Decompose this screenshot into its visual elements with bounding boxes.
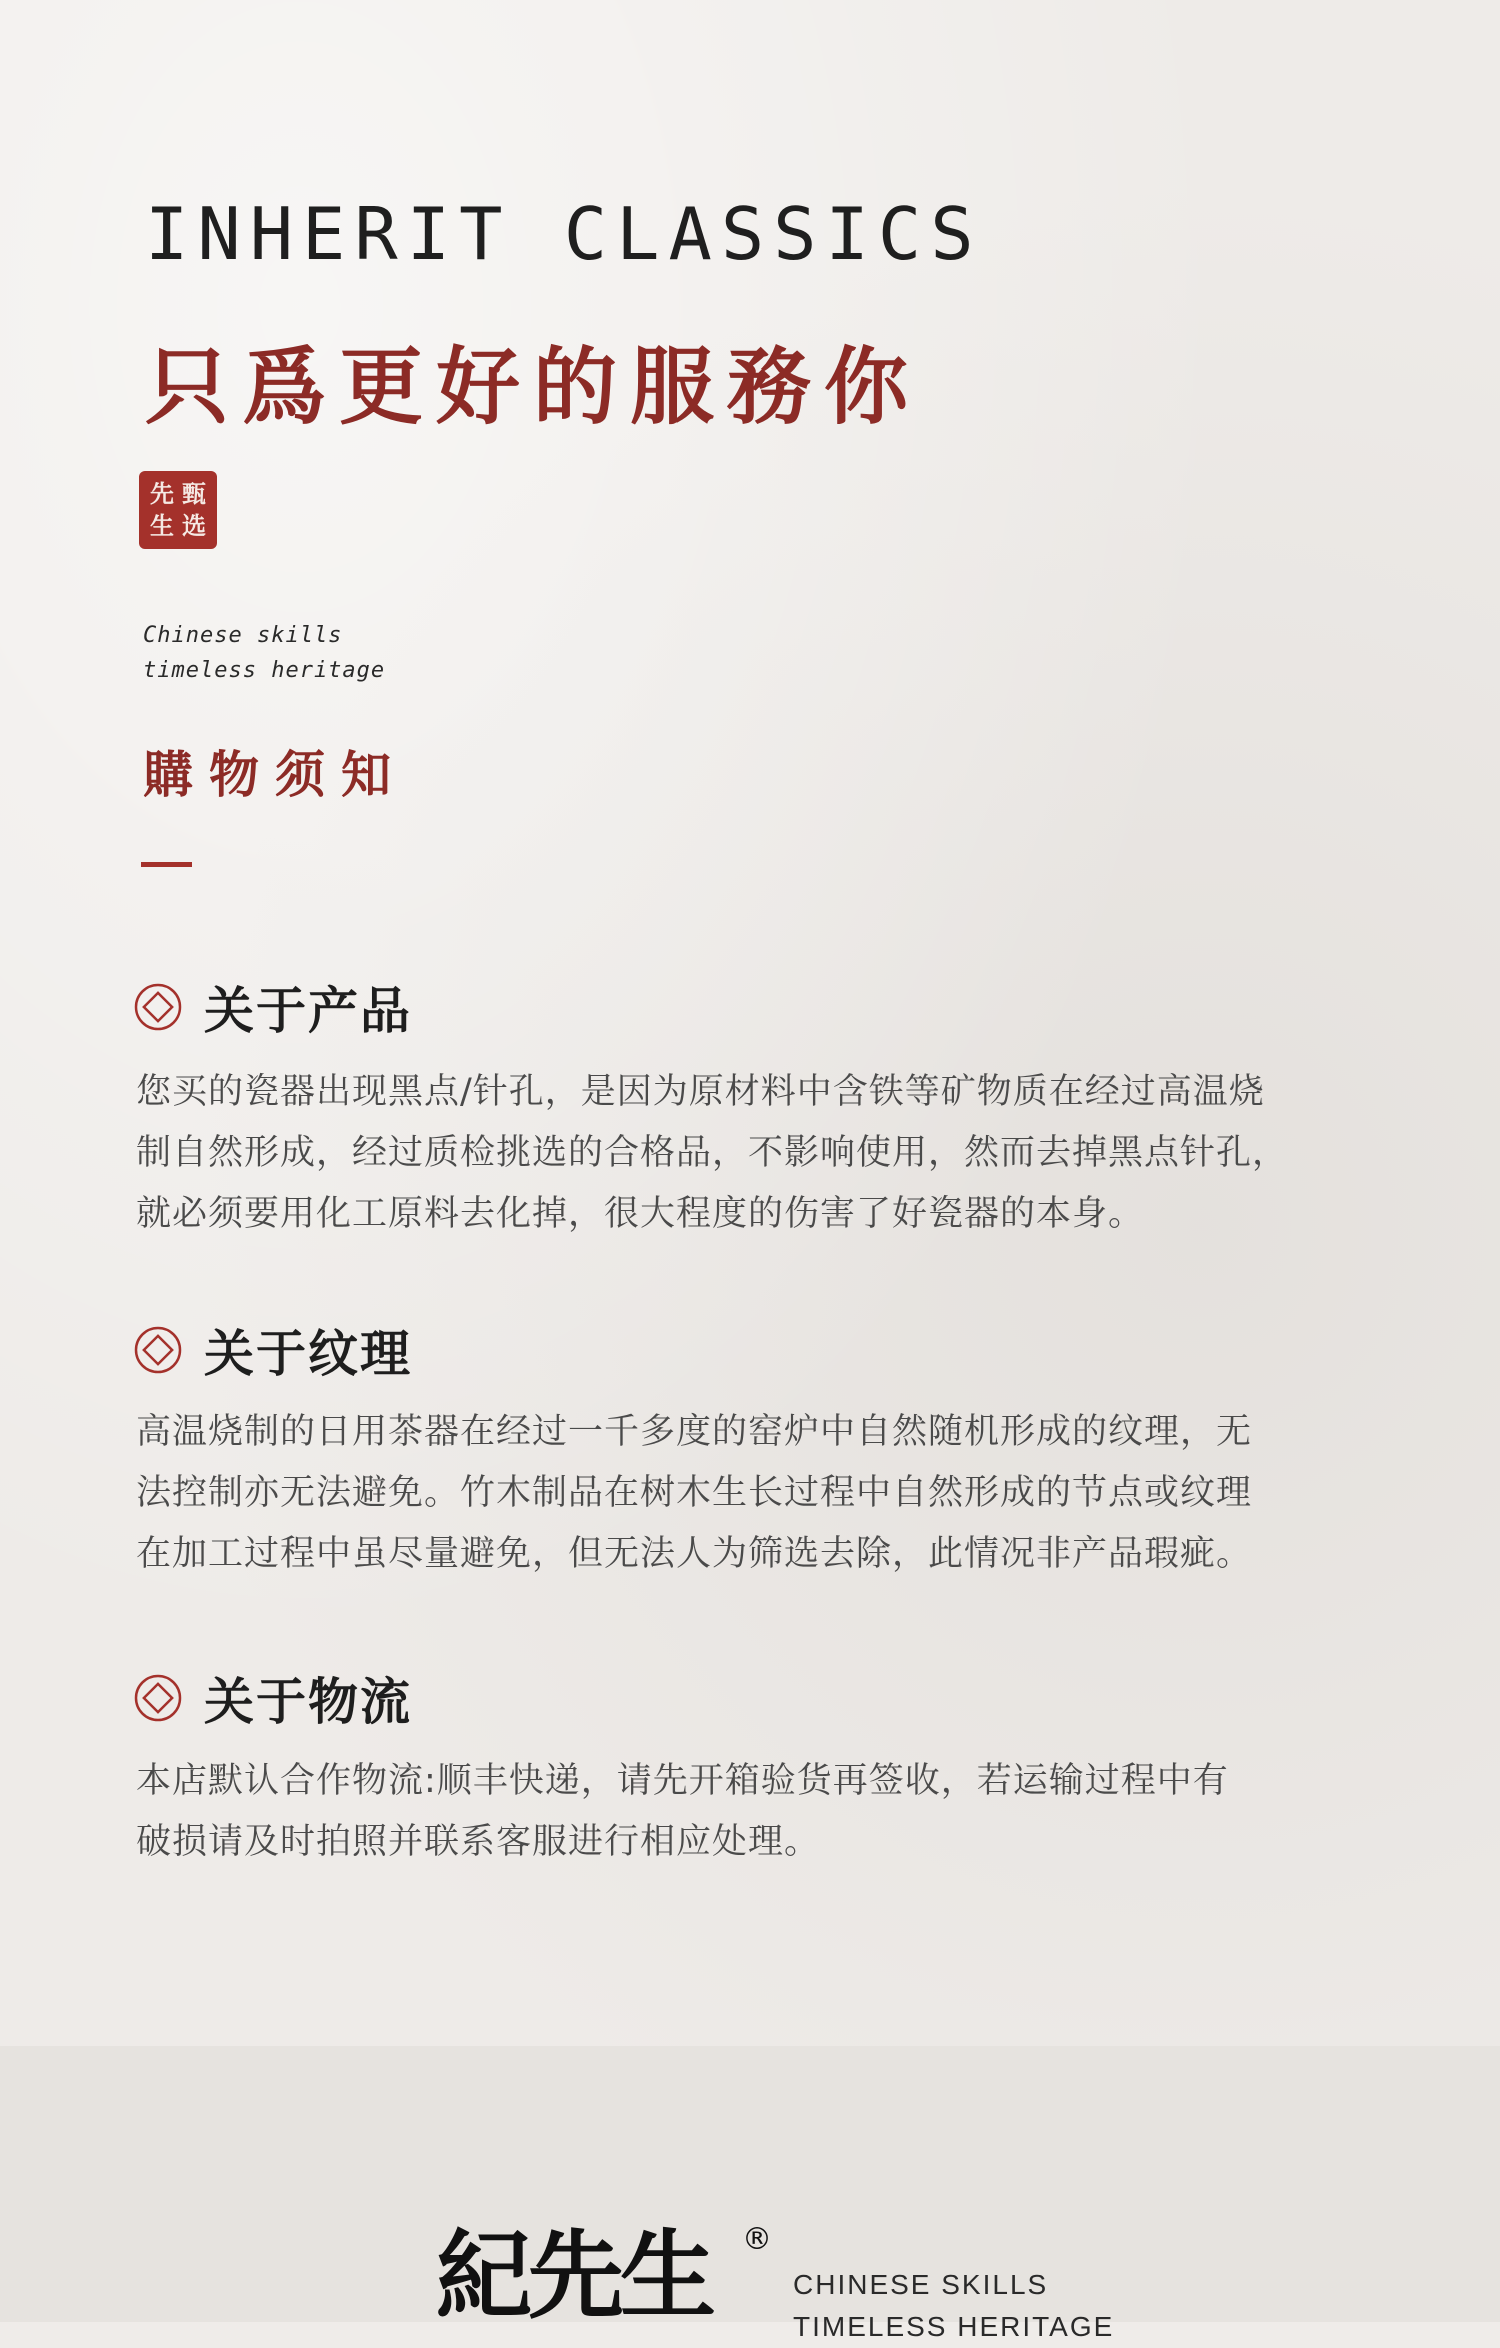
text-line: 法控制亦无法避免。竹木制品在树木生长过程中自然形成的节点或纹理	[136, 1473, 1253, 1513]
section-title: 关于产品	[204, 981, 412, 1040]
notice-title: 購物须知	[143, 745, 407, 804]
seal-char: 甄	[182, 479, 206, 508]
brand-tagline	[793, 2264, 1114, 2348]
section-title: 关于纹理	[204, 1324, 412, 1383]
text-line: 就必须要用化工原料去化掉，很大程度的伤害了好瓷器的本身。	[136, 1194, 1145, 1234]
brand-tagline-line: TIMELESS HERITAGE	[793, 2311, 1115, 2342]
text-line: 在加工过程中虽尽量避免，但无法人为筛选去除，此情况非产品瑕疵。	[136, 1534, 1253, 1574]
section-title: 关于物流	[204, 1672, 412, 1731]
diamond-icon	[134, 1674, 182, 1722]
section-header-texture	[134, 1314, 412, 1386]
title-divider	[141, 862, 192, 867]
text-line: 破损请及时拍照并联系客服进行相应处理。	[136, 1822, 821, 1862]
seal-char: 选	[182, 511, 206, 540]
brand-tagline-line: CHINESE SKILLS	[793, 2269, 1049, 2300]
tagline	[143, 618, 385, 688]
seal-char: 先	[150, 479, 174, 508]
diamond-icon	[134, 1326, 182, 1374]
tagline-line: timeless heritage	[143, 658, 386, 683]
diamond-icon	[134, 983, 182, 1031]
section-header-logistics	[134, 1662, 412, 1734]
english-title: INHERIT CLASSICS	[145, 192, 983, 276]
seal-char: 生	[150, 511, 174, 540]
text-line: 制自然形成，经过质检挑选的合格品，不影响使用，然而去掉黑点针孔，	[136, 1133, 1289, 1173]
section-text-logistics	[136, 1751, 1396, 1873]
section-text-product	[136, 1062, 1396, 1245]
chinese-title: 只爲更好的服務你	[145, 337, 922, 436]
section-text-texture	[136, 1402, 1396, 1585]
text-line: 本店默认合作物流:顺丰快递，请先开箱验货再签收，若运输过程中有	[136, 1761, 1229, 1801]
text-line: 您买的瓷器出现黑点/针孔，是因为原材料中含铁等矿物质在经过高温烧	[136, 1072, 1265, 1112]
brand-logo: 紀先生	[436, 2219, 712, 2332]
registered-mark: ®	[742, 2222, 772, 2257]
tagline-line: Chinese skills	[143, 623, 343, 648]
section-header-product	[134, 971, 412, 1043]
text-line: 高温烧制的日用茶器在经过一千多度的窑炉中自然随机形成的纹理，无	[136, 1412, 1253, 1452]
seal-stamp	[139, 471, 217, 549]
